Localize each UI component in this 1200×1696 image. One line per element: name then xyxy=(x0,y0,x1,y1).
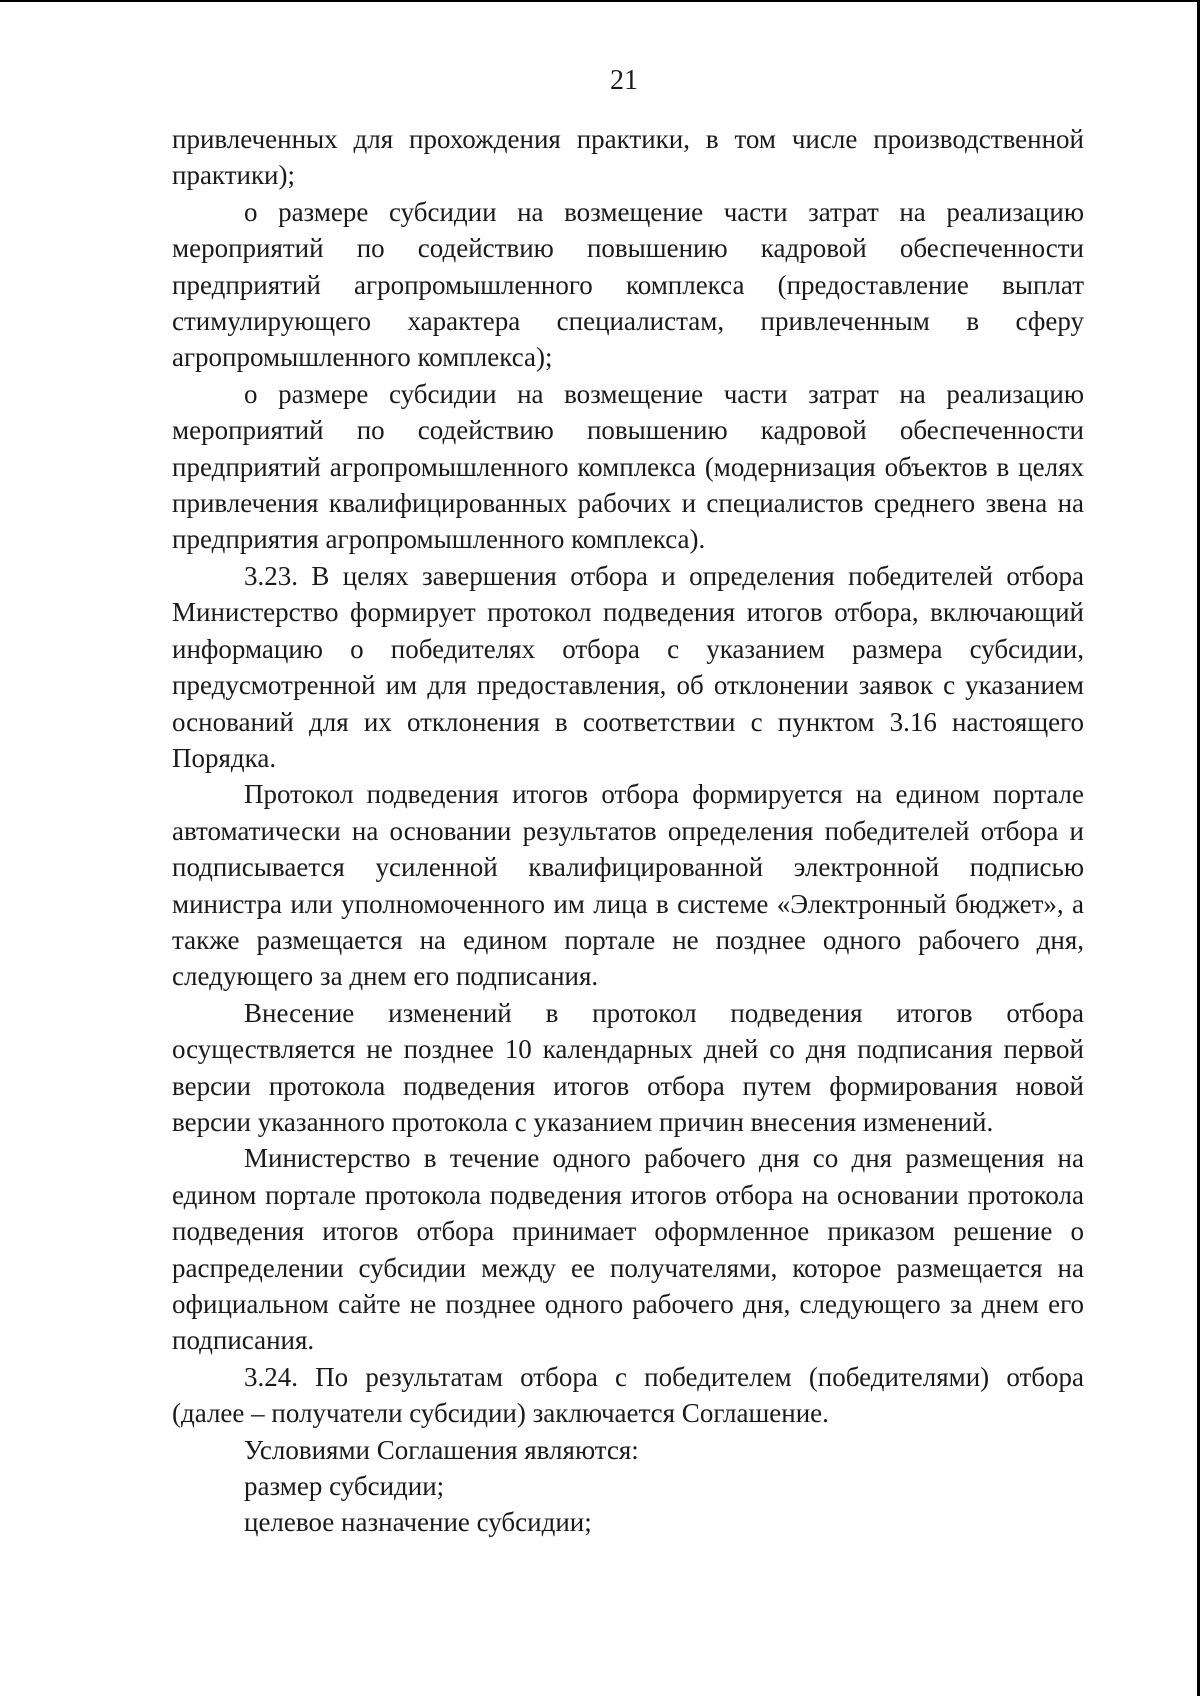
paragraph-distribution-decision: Министерство в течение одного рабочего дня со дня размещения на едином портале протокола подведения итогов отбора на основании протокола подведения итогов отбора принимает оформленное приказом решение о распределении субсидии между ее получателями, которое размещается на официальном сайте не позднее одного рабочего дня, следующего за днем его подписания. xyxy=(172,1143,1084,1356)
paragraph-continuation: привлеченных для прохождения практики, в том числе производственной практики); xyxy=(172,124,1084,191)
paragraph-3-24: 3.24. По результатам отбора с победителем (победителями) отбора (далее – получатели субсидии) заключается Соглашение. xyxy=(172,1361,1084,1429)
document-body xyxy=(172,121,1084,1541)
list-item-subsidy-purpose: целевое назначение субсидии; xyxy=(244,1507,592,1538)
paragraph-protocol-formation: Протокол подведения итогов отбора формируется на едином портале автоматически на основании результатов определения победителей отбора и подписывается усиленной квалифицированной электронной подписью министра или уполномоченного им лица в системе «Электронный бюджет», а также размещается на едином портале не позднее одного рабочего дня, следующего за днем его подписания. xyxy=(172,779,1084,992)
list-item-subsidy-amount: размер субсидии; xyxy=(244,1471,445,1502)
paragraph-subsidy-incentive-payments: о размере субсидии на возмещение части затрат на реализацию мероприятий по содействию повышению кадровой обеспеченности предприятий агропромышленного комплекса (предоставление выплат стимулирующего характера специалистам, привлеченным в сферу агропромышленного комплекса); xyxy=(172,196,1084,373)
paragraph-subsidy-modernization: о размере субсидии на возмещение части затрат на реализацию мероприятий по содействию повышению кадровой обеспеченности предприятий агропромышленного комплекса (модернизация объектов в целях привлечения квалифицированных рабочих и специалистов среднего звена на предприятия агропромышленного комплекса). xyxy=(172,378,1084,555)
scan-top-border xyxy=(0,0,1200,2)
paragraph-agreement-conditions: Условиями Соглашения являются: xyxy=(244,1434,639,1465)
page-number: 21 xyxy=(610,65,638,96)
paragraph-3-23: 3.23. В целях завершения отбора и определения победителей отбора Министерство формирует протокол подведения итогов отбора, включающий информацию о победителях отбора с указанием размера субсидии, предусмотренной им для предоставления, об отклонении заявок с указанием оснований для их отклонения в соответствии с пунктом 3.16 настоящего Порядка. xyxy=(172,560,1084,773)
paragraph-protocol-changes: Внесение изменений в протокол подведения итогов отбора осуществляется не позднее 10 календарных дней со дня подписания первой версии протокола подведения итогов отбора путем формирования новой версии указанного протокола с указанием причин внесения изменений. xyxy=(172,997,1084,1137)
